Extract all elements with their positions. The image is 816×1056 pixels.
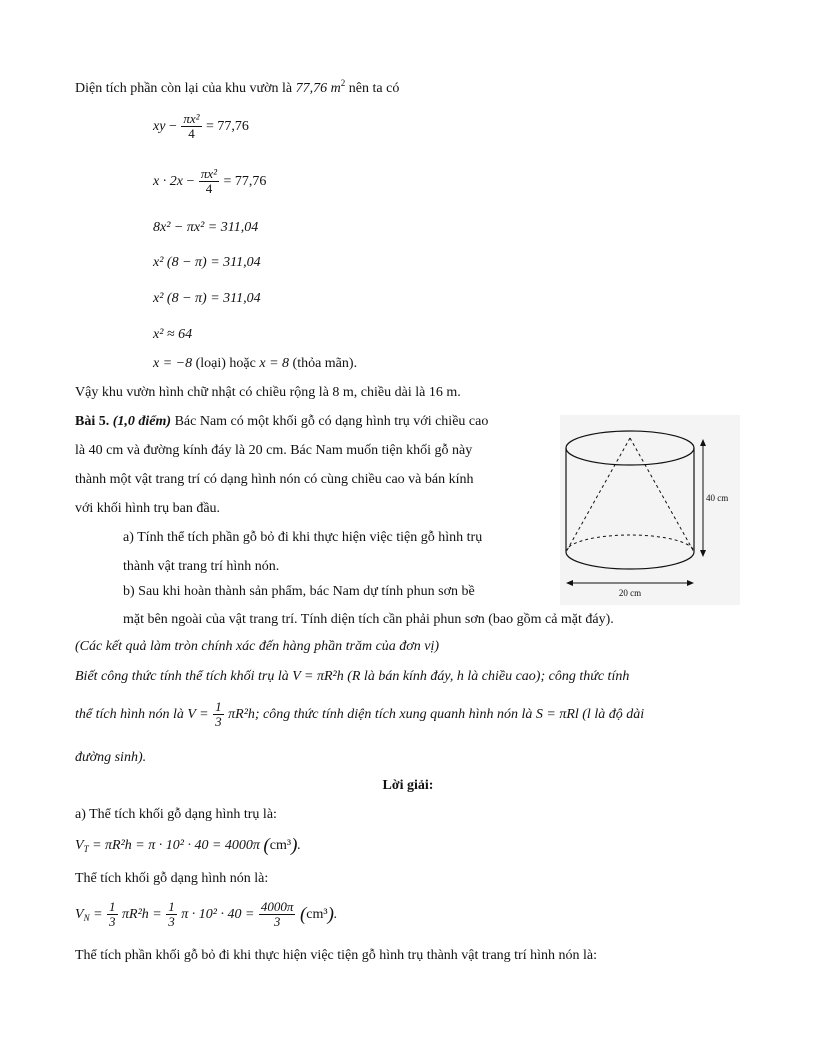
intro-text: Diện tích phần còn lại của khu vườn là (75, 81, 293, 96)
eq1-num: πx² (183, 111, 200, 127)
eq2-num: πx² (200, 166, 218, 182)
vn-fraction-3 (259, 900, 296, 929)
vn-symbol: $V_N$ (75, 907, 90, 923)
cylinder-volume-formula: $V_T = \pi R^2h = \pi \cdot 10^2 \cdot 40 = 4000\pi$ (cm³). (75, 835, 301, 856)
problem-line-3: thành một vật trang trí có dạng hình nón có cùng chiều cao và bán kính (75, 472, 474, 487)
vn-close-paren: ) (327, 904, 334, 925)
vn-equals: = (93, 907, 103, 922)
height-label: 40 cm (706, 493, 729, 503)
problem-points: (1,0 điểm) (112, 414, 172, 429)
problem-text-1: Bác Nam có một khối gỗ có dạng hình trụ với chiều cao (174, 414, 489, 429)
equation-2: x · 2x − $\frac{\text{πx²}}{4}$ = 77,76 (153, 166, 267, 197)
equation-3: 8x² − πx² = 311,04 (153, 220, 259, 235)
cone-volume-formula: $V_N$ = $\frac{1}{3}$ πR²h = $\frac{1}{3}$ π · 10² · 40 = $\frac{4000\pi}{3}$ (cm³). (75, 899, 338, 930)
intro-line (75, 80, 399, 98)
eq2-right: = 77,76 (223, 174, 267, 189)
eq7-reject: (loại) hoặc (195, 356, 256, 371)
equation-4: x² (8 − π) = 311,04 (153, 255, 261, 270)
eq1-right: = 77,76 (206, 119, 249, 134)
vn-expression-2: π · 10² · 40 = (181, 907, 255, 922)
eq7-accept: (thỏa mãn). (292, 356, 358, 371)
solution-a-intro: a) Thể tích khối gỗ dạng hình trụ là: (75, 807, 277, 822)
problem-line-1 (75, 413, 488, 431)
vn-fraction-2 (166, 900, 177, 929)
figure-background (560, 415, 740, 605)
eq1-fraction (181, 112, 201, 141)
eq2-left: x · 2x (153, 174, 183, 189)
eq7-solution-b: x = 8 (259, 356, 290, 371)
eq7-solution-a: x = −8 (153, 356, 193, 371)
problem-b-line-1: b) Sau khi hoàn thành sản phẩm, bác Nam dự tính phun sơn bề (123, 584, 475, 599)
vn-unit: cm³ (306, 907, 328, 922)
formula-cone-tail: πR²h; công thức tính diện tích xung quanh hình nón là S = πRl (l là độ dài (228, 707, 645, 722)
formula-line-2 (75, 700, 644, 730)
solution-heading: Lời giải: (382, 778, 434, 793)
vt-unit: cm³ (269, 838, 292, 853)
equation-6: x² ≈ 64 (153, 327, 193, 342)
formula-line-1: Biết công thức tính thể tích khối trụ là V = πR²h (R là bán kính đáy, h là chiều cao); công thức tính (75, 669, 630, 684)
problem-a-line-2: thành vật trang trí hình nón. (123, 559, 280, 574)
vn-frac1-den: 3 (109, 914, 116, 930)
vn-expression-1: πR²h = (122, 907, 162, 922)
area-value: 77,76 m (295, 81, 341, 96)
problem-line-4: với khối hình trụ ban đầu. (75, 501, 221, 516)
problem-label: Bài 5. (75, 414, 110, 429)
removed-volume-intro: Thể tích phần khối gỗ bỏ đi khi thực hiện việc tiện gỗ hình trụ thành vật trang trí hình nón là: (75, 948, 597, 963)
vn-frac3-den: 3 (273, 914, 281, 930)
rounding-note: (Các kết quả làm tròn chính xác đến hàng phần trăm của đơn vị) (75, 639, 440, 654)
formula-cone-fraction (213, 700, 224, 729)
formula-frac-num: 1 (215, 699, 222, 715)
formula-line-3: đường sinh). (75, 750, 147, 765)
vt-open-paren: ( (263, 835, 270, 856)
vn-frac2-den: 3 (168, 914, 175, 930)
eq2-den: 4 (205, 181, 213, 197)
equation-7 (153, 355, 357, 373)
diameter-label: 20 cm (618, 588, 642, 598)
vt-symbol: $V_T$ (75, 838, 89, 854)
equation-5: x² (8 − π) = 311,04 (153, 291, 261, 306)
problem-b-line-2: mặt bên ngoài của vật trang trí. Tính diện tích cần phải phun sơn (bao gồm cả mặt đáy). (123, 612, 614, 627)
area-exponent: 2 (340, 78, 346, 88)
cone-volume-intro: Thể tích khối gỗ dạng hình nón là: (75, 871, 269, 886)
formula-cone-text: thể tích hình nón là V = (75, 707, 209, 722)
problem-line-2: là 40 cm và đường kính đáy là 20 cm. Bác Nam muốn tiện khối gỗ này (75, 443, 473, 458)
vt-close-paren: ) (291, 835, 298, 856)
conclusion: Vậy khu vườn hình chữ nhật có chiều rộng là 8 m, chiều dài là 16 m. (75, 385, 461, 400)
vt-expression: = πR²h = π · 10² · 40 = 4000π (92, 838, 260, 853)
vn-frac3-num: 4000π (260, 899, 294, 915)
intro-tail: nên ta có (348, 81, 400, 96)
eq1-den: 4 (188, 126, 195, 142)
formula-frac-den: 3 (215, 714, 222, 730)
equation-1: xy − $\frac{\text{πx²}}{4}$ = 77,76 (153, 111, 249, 142)
vn-open-paren: ( (299, 904, 307, 925)
vn-fraction-1 (107, 900, 118, 929)
eq1-left: xy (153, 119, 166, 134)
cylinder-cone-figure (560, 415, 740, 605)
vn-frac1-num: 1 (109, 899, 116, 915)
problem-a-line-1: a) Tính thể tích phần gỗ bỏ đi khi thực hiện việc tiện gỗ hình trụ (123, 530, 483, 545)
vn-frac2-num: 1 (168, 899, 175, 915)
eq2-fraction (199, 167, 219, 196)
